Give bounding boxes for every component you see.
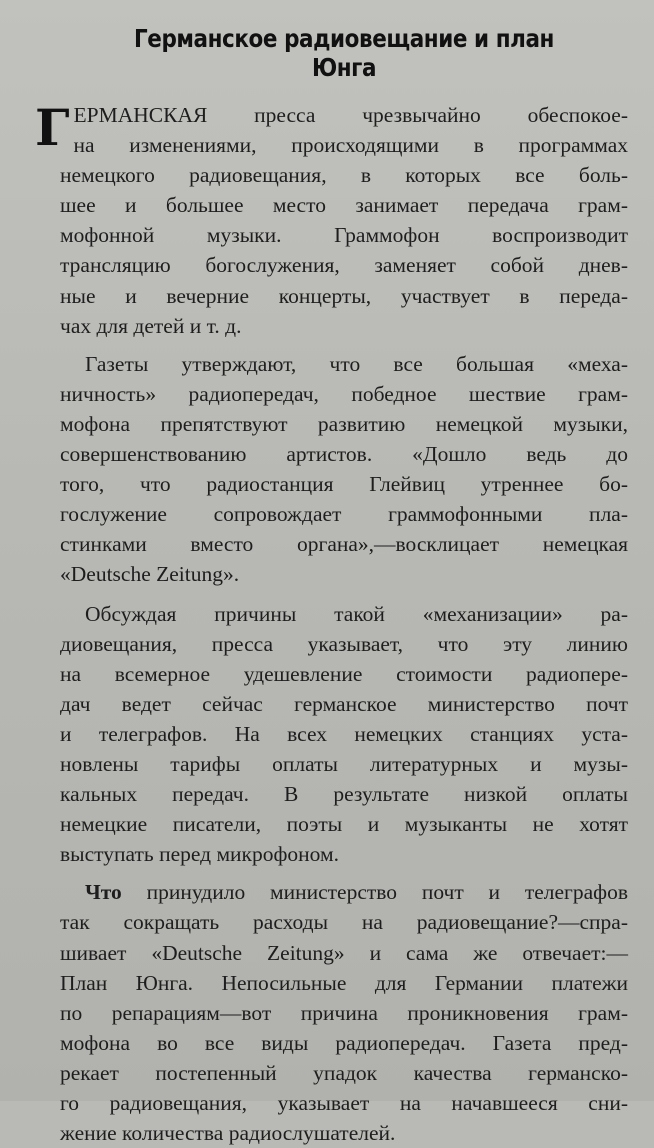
text-line: совершенствованию артистов. «Дошло ведь до bbox=[60, 442, 628, 467]
text-line-rest: принудило министерство почт и телеграфов bbox=[121, 880, 628, 905]
text-line: немецкого радиовещания, в которых все боль- bbox=[60, 163, 628, 188]
text-line: дач ведет сейчас германское министерство почт bbox=[60, 691, 628, 716]
text-line: того, что радиостанция Глейвиц утреннее бо- bbox=[60, 472, 628, 497]
text-line: стинками вместо органа»,—восклицает немецкая bbox=[60, 532, 628, 557]
text-line: кальных передач. В результате низкой оплаты bbox=[60, 782, 628, 807]
text-line: Газеты утверждают, что все большая «меха- bbox=[85, 351, 628, 376]
bold-lead-word: Что bbox=[85, 880, 122, 905]
text-line: немецкие писатели, поэты и музыканты не хотят bbox=[60, 812, 628, 837]
text-line: мофонной музыки. Граммофон воспроизводит bbox=[60, 223, 628, 248]
text-line: новлены тарифы оплаты литературных и музы- bbox=[60, 751, 628, 776]
text-line: Обсуждая причины такой «механизации» ра- bbox=[85, 601, 628, 626]
text-line: рекает постепенный упадок качества германско- bbox=[60, 1060, 628, 1085]
drop-cap: Г bbox=[35, 98, 70, 157]
text-line: шее и большее место занимает передача грам- bbox=[60, 193, 628, 218]
text-line: го радиовещания, указывает на начавшееся сни- bbox=[60, 1091, 628, 1115]
text-line: на изменениями, происходящими в программах bbox=[73, 133, 628, 158]
text-line: по репарациям—вот причина проникновения грам- bbox=[60, 1000, 628, 1025]
text-line: мофона препятствуют развитию немецкой музыки, bbox=[60, 411, 628, 436]
text-line: диовещания, пресса указывает, что эту линию bbox=[60, 631, 628, 656]
text-line: так сокращать расходы на радиовещание?—спра- bbox=[60, 910, 628, 935]
text-line: ЕРМАНСКАЯ пресса чрезвычайно обеспокое- bbox=[73, 103, 628, 127]
article-title: Германское радиовещание и план Юнга bbox=[134, 24, 554, 82]
text-line: ные и вечерние концерты, участвует в переда- bbox=[60, 283, 628, 308]
text-line: трансляцию богослужения, заменяет собой днев- bbox=[60, 253, 628, 278]
text-line: чах для детей и т. д. bbox=[60, 313, 242, 338]
text-line: выступать перед микрофоном. bbox=[60, 842, 340, 867]
text-line: жение количества радиослушателей. bbox=[60, 1121, 396, 1146]
text-line: План Юнга. Непосильные для Германии платежи bbox=[60, 970, 628, 995]
text-line: шивает «Deutsche Zeitung» и сама же отвечает:— bbox=[60, 940, 628, 965]
text-line: «Deutsche Zeitung». bbox=[60, 562, 240, 587]
paragraph-4 bbox=[60, 877, 628, 1148]
paragraph-3 bbox=[60, 599, 628, 870]
text-line: на всемерное удешевление стоимости радиопере- bbox=[60, 661, 628, 686]
text-line: гослужение сопровождает граммофонными пла- bbox=[60, 502, 628, 527]
paragraph-2 bbox=[60, 349, 628, 590]
text-line: ничность» радиопередач, победное шествие грам- bbox=[60, 381, 628, 406]
text-line: и телеграфов. На всех немецких станциях уста- bbox=[60, 721, 628, 746]
text-line: мофона во все виды радиопередач. Газета пред- bbox=[60, 1030, 628, 1055]
paragraph-1 bbox=[35, 98, 628, 341]
text-line bbox=[60, 877, 628, 907]
